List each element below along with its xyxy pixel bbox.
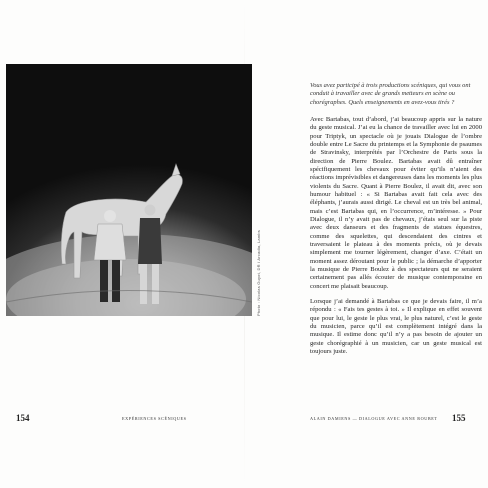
running-head-left: EXPÉRIENCES SCÉNIQUES [122, 416, 187, 421]
page-number-right: 155 [452, 413, 466, 423]
photo-illustration [6, 64, 252, 316]
right-page-text [310, 82, 482, 364]
paragraph: Lorsque j’ai demandé à Bartabas ce que je devais faire, il m’a répondu : « Fais tes gestes à toi. » Il explique en effet souvent que pour lui, le geste le plus vrai, le plus naturel, c’est le geste du musicien, parce qu’il est complètement intégré dans la musique. Il estime donc qu’il n’y a pas besoin de ajouter un geste chorégraphié à un musicien, car un geste musical est toujours juste. [310, 298, 482, 356]
running-head-right: ALAIN DAMIENS — DIALOGUE AVEC ANNE ROUBET [310, 416, 438, 421]
interview-question: Vous avez participé à trois productions scéniques, qui vous ont conduit à travailler avec de grands metteurs en scène ou chorégraphes. Quels enseignements en avez-vous tirés ? [310, 82, 471, 106]
performance-photo [6, 64, 252, 316]
photo-credit: Photo : Nicolas Guyot, DR / Arcadia, Lambs [256, 230, 261, 316]
paragraph: Avec Bartabas, tout d’abord, j’ai beaucoup appris sur la nature du geste musical. J’ai eu la chance de travailler avec lui en 2000 pour Triptyk, un spectacle où je jouais Dialogue de l’ombre double entre Le Sacre du printemps et la Symphonie de psaumes de Stravinsky, interprétés par l’Orchestre de Paris sous la direction de Pierre Boulez. Bartabas avait dû entraîner spécifiquement les chevaux pour éviter qu’ils n’aient des réactions imprévisibles et dangereuses dans les moments les plus violents du Sacre. Quant à Pierre Boulez, il avait dit, avec son humour habituel : « Si Bartabas avait fait cela avec des éléphants, j’aurais aussi dirigé. Le cheval est un très bel animal, mais c’est Bartabas qui, en l’occurrence, m’intéresse. » Pour Dialogue, il n’y avait pas de chevaux, j’étais seul sur la piste avec deux danseurs et des fragments de statues équestres, comme des squelettes, qui descendaient des cintres et traversaient le plateau à des moments précis, où je devais simplement me tourner légèrement, changer d’axe. C’était un moment assez déroutant pour le public ; la démarche d’apporter la musique de Pierre Boulez à des spectateurs qui ne seraient certainement pas allés écouter de musique contemporaine en concert me plaisait beaucoup. [310, 115, 482, 290]
page-number-left: 154 [16, 413, 30, 423]
